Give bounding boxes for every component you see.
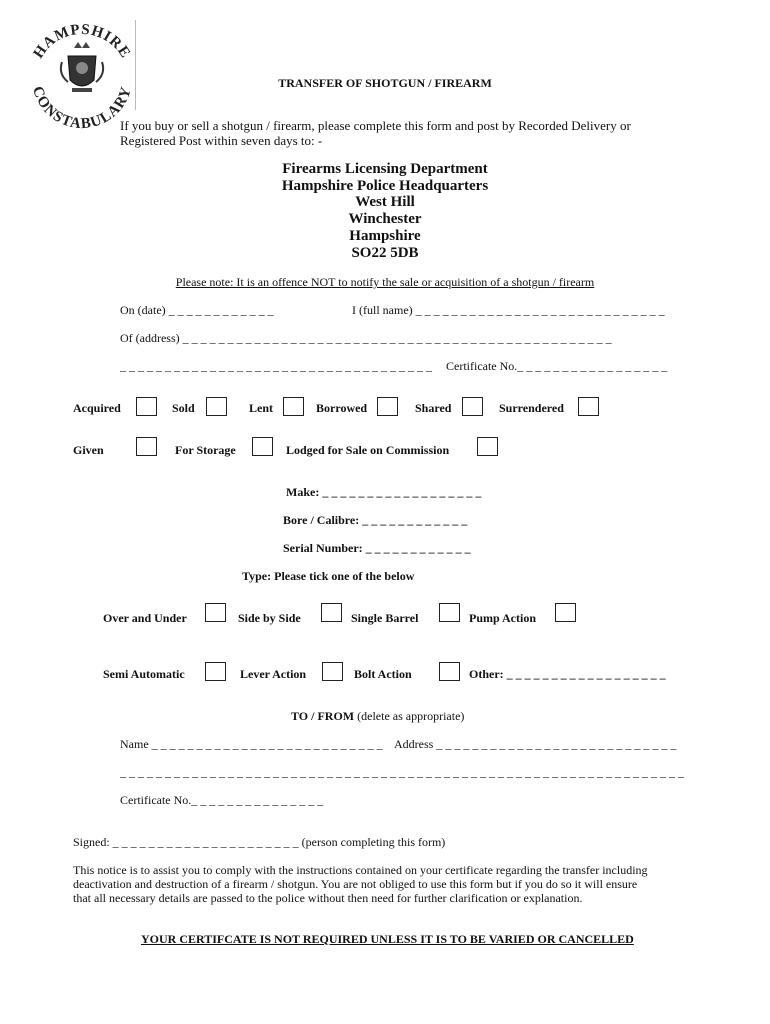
checkbox-single-barrel[interactable] (439, 603, 460, 622)
checkbox-semi-automatic[interactable] (205, 662, 226, 681)
certificate-footer-notice: YOUR CERTIFCATE IS NOT REQUIRED UNLESS IT IS TO BE VARIED OR CANCELLED (141, 932, 634, 946)
checkbox-for-storage[interactable] (252, 437, 273, 456)
label-surrendered: Surrendered (499, 401, 564, 415)
checkbox-acquired[interactable] (136, 397, 157, 416)
party-address-line2[interactable]: _ _ _ _ _ _ _ _ _ _ _ _ _ _ _ _ _ _ _ _ _ _ _ _ _ _ _ _ _ _ _ _ _ _ _ _ _ _ _ _ _ _ _ _ _ _ _ _ _ _ _ _ _ _ _ _ _ _ _ _ _ _ _ (120, 765, 684, 779)
label-for-storage: For Storage (175, 443, 236, 457)
svg-text:HAMPSHIRE (31, 22, 134, 62)
checkbox-pump-action[interactable] (555, 603, 576, 622)
logo-text-bottom: CONSTABULARY (28, 84, 136, 133)
checkbox-shared[interactable] (462, 397, 483, 416)
certificate-no-field[interactable]: Certificate No._ _ _ _ _ _ _ _ _ _ _ _ _ _ _ _ _ (446, 359, 668, 373)
checkbox-over-and-under[interactable] (205, 603, 226, 622)
checkbox-surrendered[interactable] (578, 397, 599, 416)
signature-field[interactable]: Signed: _ _ _ _ _ _ _ _ _ _ _ _ _ _ _ _ _ _ _ _ _ (person completing this form) (73, 835, 446, 849)
party-address-field[interactable]: Address _ _ _ _ _ _ _ _ _ _ _ _ _ _ _ _ _ _ _ _ _ _ _ _ _ _ _ (394, 737, 677, 751)
to-from-instruction: (delete as appropriate) (354, 709, 465, 723)
checkbox-borrowed[interactable] (377, 397, 398, 416)
address-street: West Hill (355, 194, 415, 210)
label-pump-action: Pump Action (469, 611, 537, 625)
label-given: Given (73, 443, 104, 457)
checkbox-lever-action[interactable] (322, 662, 343, 681)
to-from-bold: TO / FROM (291, 709, 355, 723)
intro-line-1: If you buy or sell a shotgun / firearm, please complete this form and post by Recorded Delivery or (120, 118, 631, 133)
label-semi-automatic: Semi Automatic (103, 667, 185, 681)
header-divider (135, 20, 136, 110)
offence-note: Please note: It is an offence NOT to notify the sale or acquisition of a shotgun / firearm (175, 275, 595, 289)
label-over-and-under: Over and Under (103, 611, 187, 625)
notice-line-1: This notice is to assist you to comply with the instructions contained on your certificate regarding the transfer including (73, 863, 648, 877)
label-lent: Lent (249, 401, 273, 415)
label-lodged-for-sale: Lodged for Sale on Commission (286, 443, 450, 457)
label-sold: Sold (172, 401, 195, 415)
label-bolt-action: Bolt Action (354, 667, 412, 681)
address-field[interactable]: Of (address) _ _ _ _ _ _ _ _ _ _ _ _ _ _ _ _ _ _ _ _ _ _ _ _ _ _ _ _ _ _ _ _ _ _ _ _ _ _ _ _ _ _ _ _ _ _ _ _ (120, 331, 612, 345)
checkbox-lent[interactable] (283, 397, 304, 416)
address-county: Hampshire (349, 228, 421, 244)
type-prompt: Type: Please tick one of the below (242, 569, 415, 583)
checkbox-side-by-side[interactable] (321, 603, 342, 622)
checkbox-given[interactable] (136, 437, 157, 456)
label-side-by-side: Side by Side (238, 611, 301, 625)
address-hq: Hampshire Police Headquarters (281, 178, 489, 194)
notice-line-3: that all necessary details are passed to the police without then need for further clarification or explanation. (73, 891, 583, 905)
intro-line-2: Registered Post within seven days to: - (120, 133, 323, 148)
make-field[interactable]: Make: _ _ _ _ _ _ _ _ _ _ _ _ _ _ _ _ _ _ (286, 485, 482, 499)
to-from-heading (291, 709, 464, 724)
address-field-line2[interactable]: _ _ _ _ _ _ _ _ _ _ _ _ _ _ _ _ _ _ _ _ _ _ _ _ _ _ _ _ _ _ _ _ _ _ _ (120, 359, 432, 373)
logo-text-top: HAMPSHIRE (30, 21, 134, 62)
full-name-field[interactable]: I (full name) _ _ _ _ _ _ _ _ _ _ _ _ _ _ _ _ _ _ _ _ _ _ _ _ _ _ _ _ (352, 303, 665, 317)
label-borrowed: Borrowed (316, 401, 368, 415)
label-shared: Shared (415, 401, 452, 415)
bore-calibre-field[interactable]: Bore / Calibre: _ _ _ _ _ _ _ _ _ _ _ _ (283, 513, 468, 527)
label-acquired: Acquired (73, 401, 121, 415)
party-certificate-no-field[interactable]: Certificate No._ _ _ _ _ _ _ _ _ _ _ _ _ _ _ (120, 793, 324, 807)
other-type-field[interactable]: Other: _ _ _ _ _ _ _ _ _ _ _ _ _ _ _ _ _ _ (469, 667, 666, 681)
party-name-field[interactable]: Name _ _ _ _ _ _ _ _ _ _ _ _ _ _ _ _ _ _ _ _ _ _ _ _ _ _ (120, 737, 383, 751)
address-department: Firearms Licensing Department (282, 161, 488, 177)
address-postcode: SO22 5DB (351, 245, 419, 261)
label-single-barrel: Single Barrel (351, 611, 419, 625)
notice-line-2: deactivation and destruction of a firearm / shotgun. You are not obliged to use this form but if you do so it will ensure (73, 877, 638, 891)
checkbox-lodged-for-sale[interactable] (477, 437, 498, 456)
address-city: Winchester (348, 211, 422, 227)
on-date-field[interactable]: On (date) _ _ _ _ _ _ _ _ _ _ _ _ (120, 303, 274, 317)
serial-number-field[interactable]: Serial Number: _ _ _ _ _ _ _ _ _ _ _ _ (283, 541, 471, 555)
checkbox-sold[interactable] (206, 397, 227, 416)
checkbox-bolt-action[interactable] (439, 662, 460, 681)
label-lever-action: Lever Action (240, 667, 307, 681)
form-title: TRANSFER OF SHOTGUN / FIREARM (278, 76, 492, 90)
